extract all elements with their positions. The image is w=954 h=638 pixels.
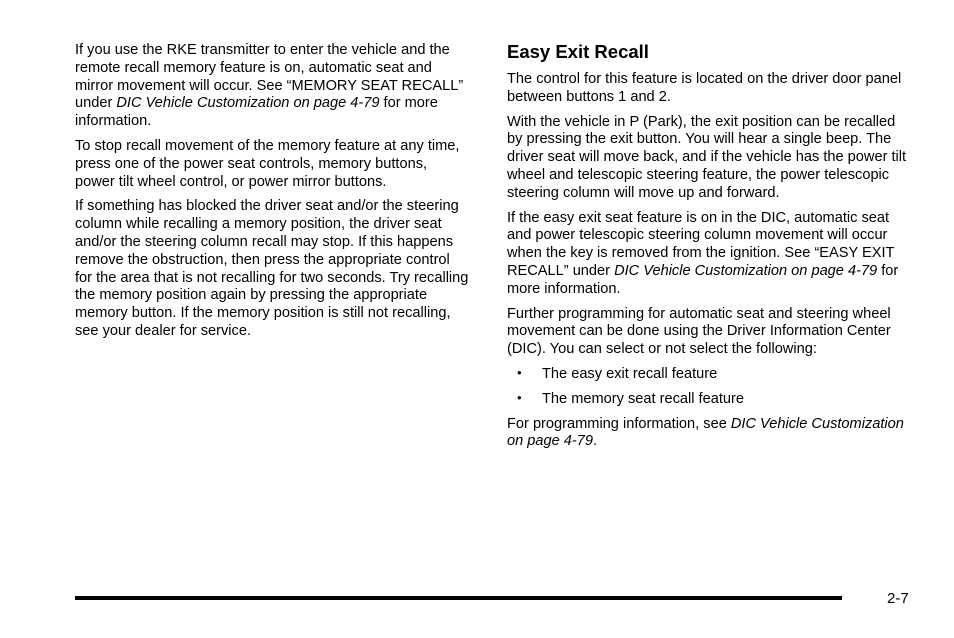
cross-reference-link[interactable]: DIC Vehicle Customization on page 4-79 [116, 95, 380, 112]
paragraph-text: . [593, 433, 598, 450]
paragraph-rke-recall [75, 42, 470, 131]
section-heading: Easy Exit Recall [507, 41, 649, 62]
footer-rule [75, 596, 842, 600]
list-item [507, 391, 907, 409]
list-item [507, 366, 907, 384]
paragraph-text: If the easy exit seat feature is on in the DIC, automatic seat and power telescopic steering column movement will occur when the key is removed from the ignition. See “EASY EXIT RECALL” under [507, 209, 895, 279]
page-number: 2-7 [887, 590, 909, 607]
bullet-icon: • [517, 389, 522, 405]
paragraph-park-exit: With the vehicle in P (Park), the exit position can be recalled by pressing the exit button. You will hear a single beep. The driver seat will move back, and if the vehicle has the power tilt wheel and telescopic steering feature, the power telescopic steering column will move up and forward. [507, 113, 907, 201]
option-list [507, 366, 907, 409]
right-column [507, 41, 907, 458]
paragraph-text: for more information. [507, 262, 899, 297]
left-column [75, 42, 470, 348]
bullet-icon: • [517, 364, 522, 380]
paragraph-control-location: The control for this feature is located on the driver door panel between buttons 1 and 2. [507, 71, 902, 105]
paragraph-text: for more information. [75, 95, 438, 130]
paragraph-blocked-recall: If something has blocked the driver seat and/or the steering column while recalling a memory position, the driver seat and/or the steering column recall may stop. If this happens remove the obstruction, then press the appropriate control for the area that is not recalling for two seconds. Try recalling the memory position again by pressing the appropriate memory button. If the memory position is still not recalling, see your dealer for service. [75, 198, 469, 339]
paragraph-text: For programming information, see [507, 415, 731, 432]
cross-reference-link[interactable]: DIC Vehicle Customization on page 4-79 [507, 415, 904, 450]
cross-reference-link[interactable]: DIC Vehicle Customization on page 4-79 [614, 262, 878, 279]
paragraph-stop-recall: To stop recall movement of the memory feature at any time, press one of the power seat controls, memory buttons, power tilt wheel control, or power mirror buttons. [75, 137, 460, 190]
list-item-text: The memory seat recall feature [542, 390, 744, 407]
paragraph-programming-info [507, 416, 907, 452]
paragraph-text: If you use the RKE transmitter to enter the vehicle and the remote recall memory feature is on, automatic seat and mirror movement will occur. See “MEMORY SEAT RECALL” under [75, 42, 464, 112]
list-item-text: The easy exit recall feature [542, 365, 718, 382]
paragraph-dic-easy-exit [507, 210, 907, 299]
paragraph-further-programming: Further programming for automatic seat and steering wheel movement can be done using the Driver Information Center (DIC). You can select or not select the following: [507, 305, 891, 358]
